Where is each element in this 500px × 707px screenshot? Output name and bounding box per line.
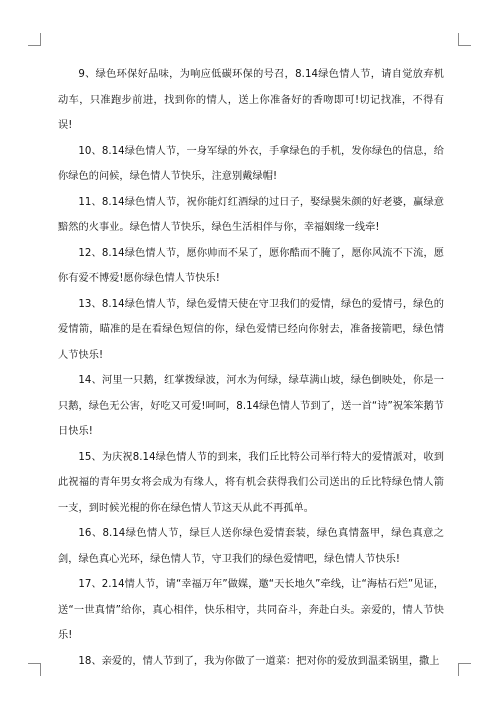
paragraph-14: 14、河里一只鹅，红掌拨绿波，河水为何绿，绿草满山坡，绿色倒映处，你是一只鹅，绿色无公害，好吃又可爱!呵呵，8.14绿色情人节到了，送一首“诗”祝笨笨鹅节日快乐! — [58, 375, 444, 437]
document-body — [58, 62, 444, 674]
paragraph-12: 12、8.14绿色情人节，愿你帅而不呆了，愿你酷而不腌了，愿你风流不下流，愿你有爱不博爱!愿你绿色情人节快乐! — [58, 247, 444, 284]
paragraph-15: 15、为庆祝8.14绿色情人节的到来，我们丘比特公司举行特大的爱情派对，收到此祝福的青年男女将会成为有缘人，将有机会获得我们公司送出的丘比特绿色情人箭一支，到时候光棍的你在绿色情人节这天从此不再孤单。 — [58, 451, 444, 514]
crop-mark-top-right — [458, 33, 471, 46]
paragraph-17: 17、2.14情人节，请“幸福万年”做媒，邀“天长地久”牵线，让“海枯石烂”见证，送“一世真情”给你，真心相伴，快乐相守，共同奋斗，奔赴白头。亲爱的，情人节快乐! — [58, 579, 444, 641]
crop-mark-bottom-left — [28, 663, 41, 676]
paragraph-10: 10、8.14绿色情人节，一身军绿的外衣，手拿绿色的手机，发你绿色的信息，给你绿色的问候，绿色情人节快乐，注意别戴绿帽! — [58, 145, 444, 182]
paragraph-9: 9、绿色环保好品味，为响应低碳环保的号召，8.14绿色情人节，请自觉放弃机动车，只准跑步前进，找到你的情人，送上你准备好的香吻即可!切记找准，不得有误! — [58, 69, 444, 131]
crop-mark-bottom-right — [458, 663, 471, 676]
paragraph-13: 13、8.14绿色情人节，绿色爱情天使在守卫我们的爱情，绿色的爱情弓，绿色的爱情箭，瞄准的是在看绿色短信的你，绿色爱情已经向你射去，准备接箭吧，绿色情人节快乐! — [58, 298, 444, 361]
paragraph-16: 16、8.14绿色情人节，绿巨人送你绿色爱情套装，绿色真情盔甲，绿色真意之剑，绿色真心光环，绿色情人节，守卫我们的绿色爱情吧，绿色情人节快乐! — [58, 528, 444, 565]
paragraph-11: 11、8.14绿色情人节，祝你能灯红酒绿的过日子，娶绿鬓朱颜的好老婆，赢绿意黯然的火事业。绿色情人节快乐，绿色生活相伴与你，幸福姻缘一线牵! — [58, 196, 444, 233]
paragraph-18: 18、亲爱的，情人节到了，我为你做了一道菜：把对你的爱放到温柔锅里，撒上 — [78, 655, 440, 667]
crop-mark-top-left — [28, 33, 41, 46]
